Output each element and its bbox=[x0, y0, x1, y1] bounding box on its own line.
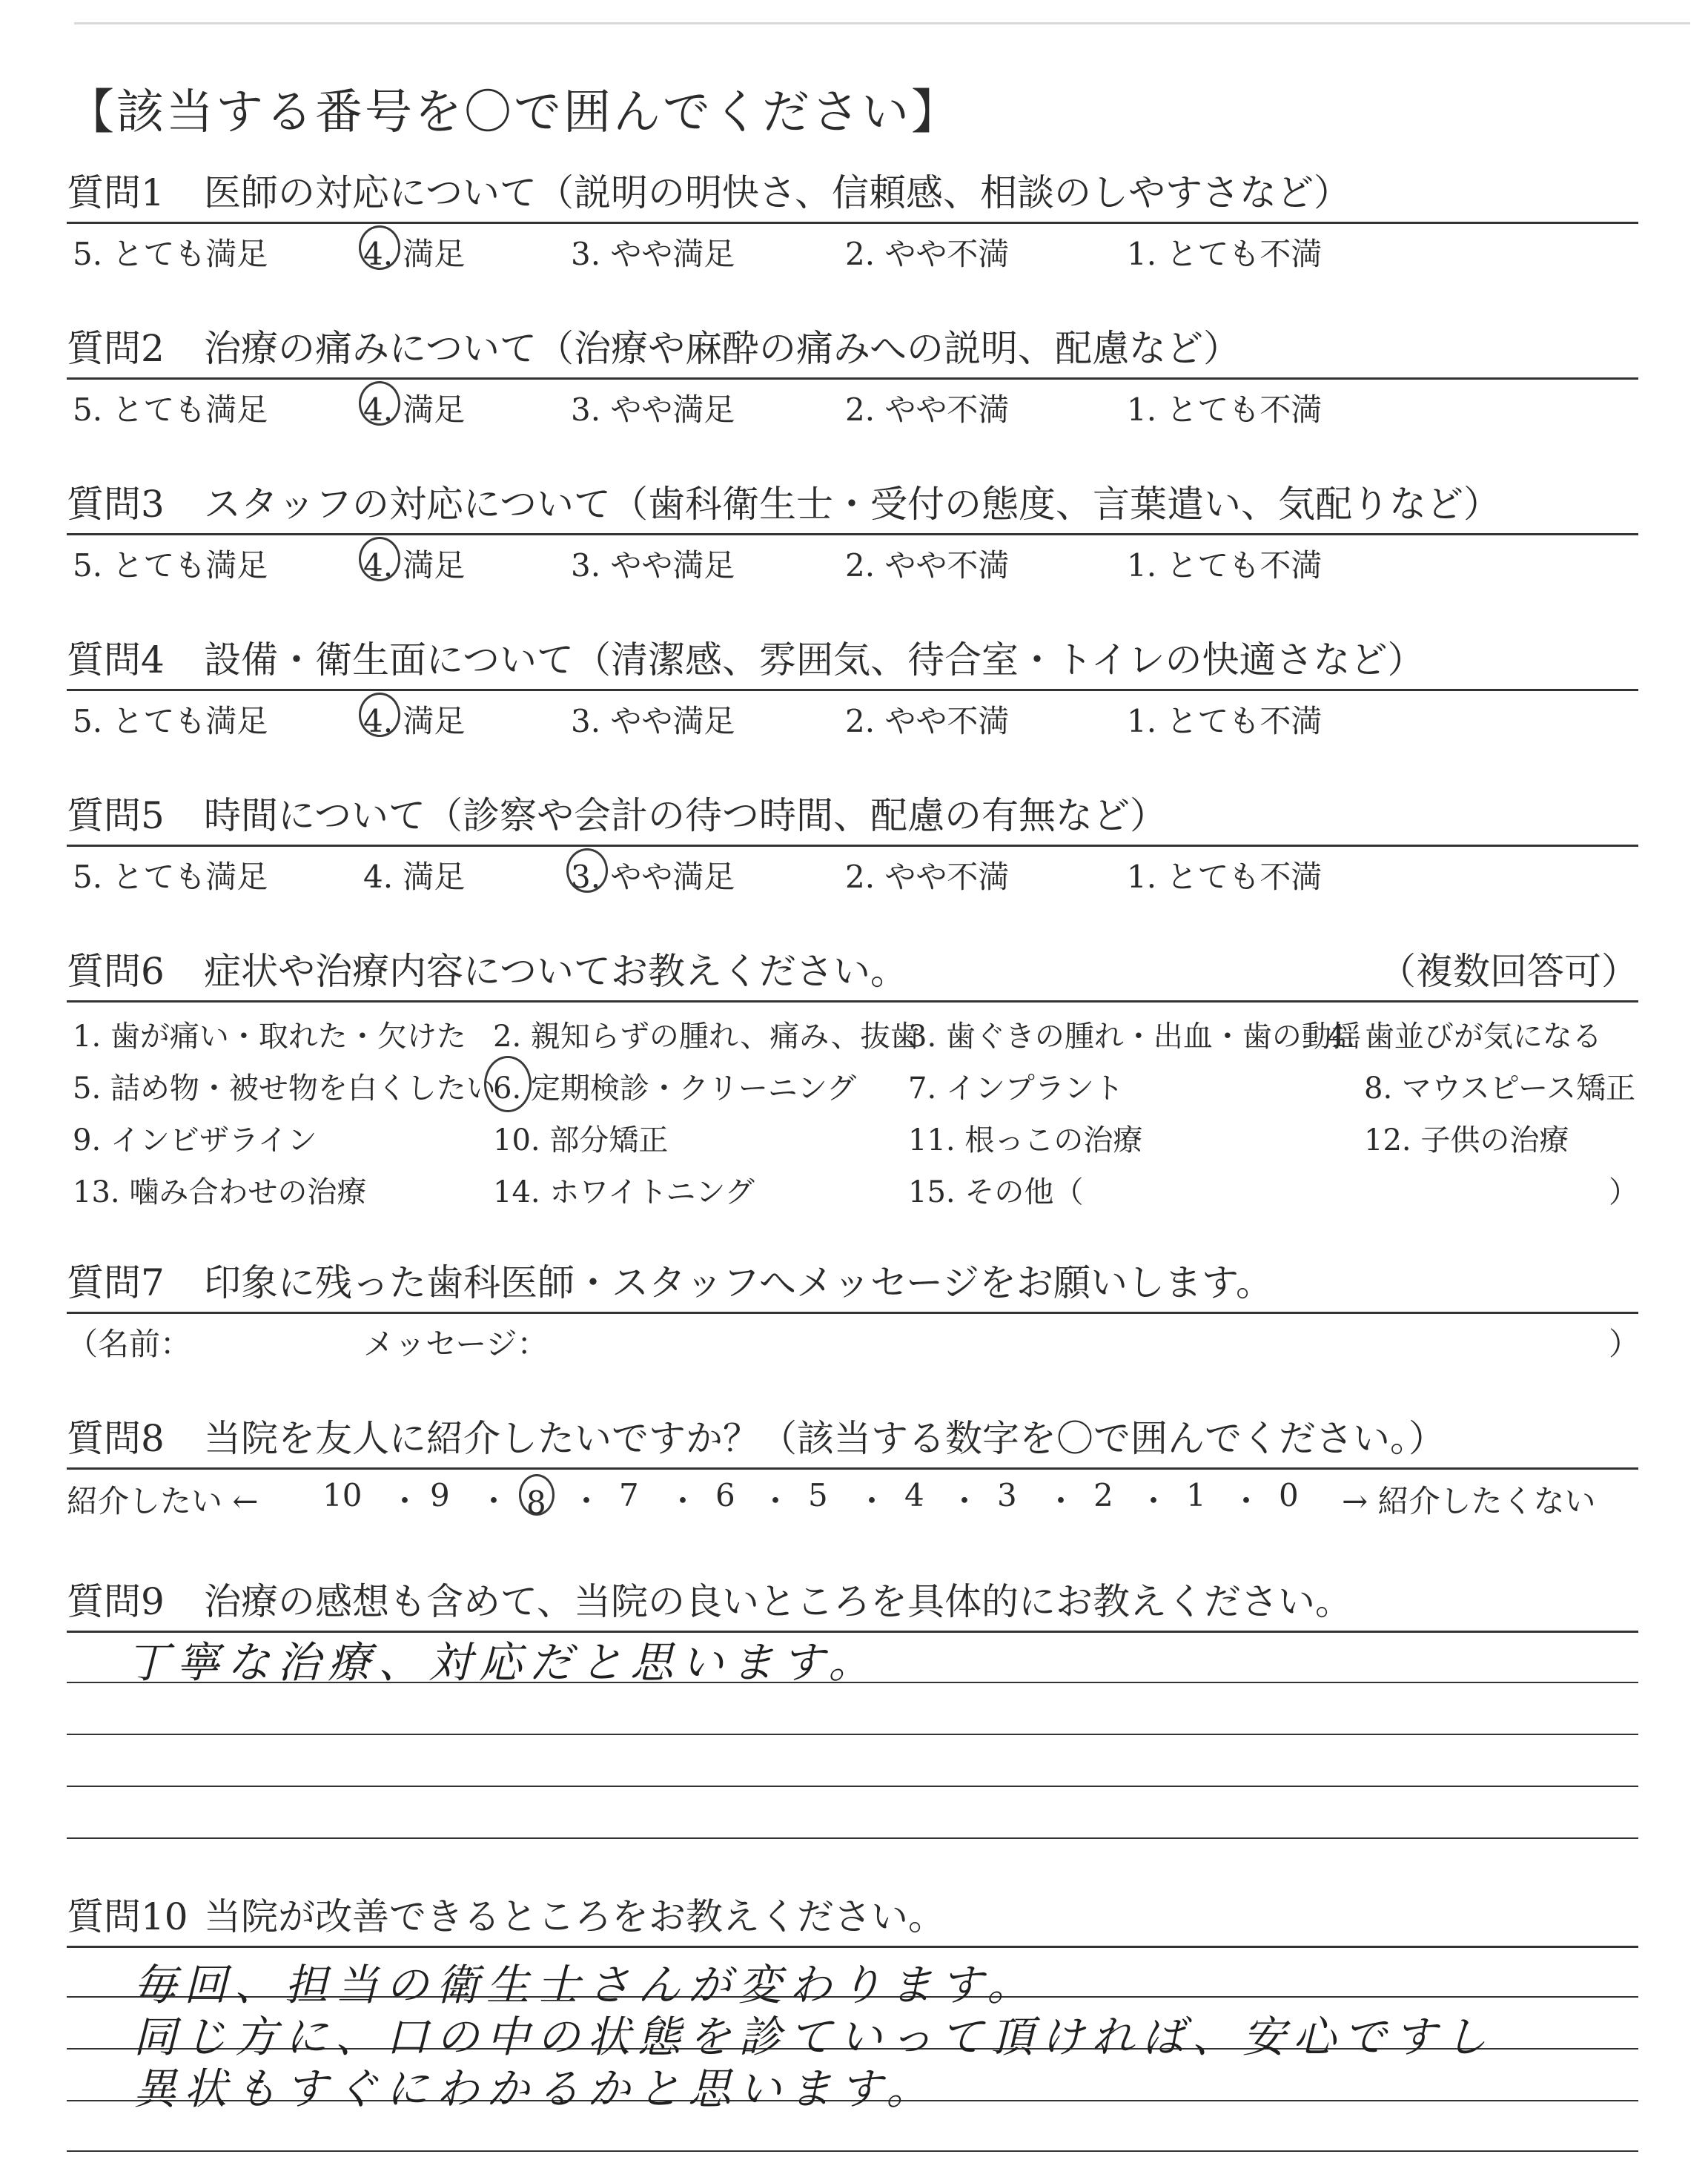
question-number: 質問5 bbox=[67, 794, 165, 837]
scale-dot: ・ bbox=[667, 1483, 699, 1519]
form-header: 【該当する番号を〇で囲んでください】 bbox=[67, 85, 961, 140]
option-3[interactable]: 3. やや満足 bbox=[571, 703, 735, 739]
scale-2[interactable]: 2 bbox=[1093, 1477, 1113, 1513]
question-text: 症状や治療内容についてお教えください。 bbox=[204, 950, 907, 993]
question-text: 設備・衛生面について（清潔感、雰囲気、待合室・トイレの快適さなど） bbox=[204, 638, 1425, 681]
recommend-scale: 紹介したい ← 10 ・ 9 ・ 8 ・ 7 ・ 6 ・ 5 ・ 4 ・ 3 ・ 2 ・ 1 ・ 0 → 紹介したくない bbox=[67, 1470, 1638, 1522]
message-label: メッセージ： bbox=[363, 1326, 549, 1362]
rating-options bbox=[67, 535, 1638, 587]
question-number: 質問8 bbox=[67, 1417, 165, 1460]
symptom-option-9[interactable]: 9. インビザライン bbox=[73, 1123, 317, 1157]
scale-dot: ・ bbox=[1045, 1483, 1077, 1519]
question-number: 質問4 bbox=[67, 638, 165, 681]
scale-dot: ・ bbox=[571, 1483, 603, 1519]
answer-line bbox=[67, 1837, 1638, 1839]
scale-dot: ・ bbox=[478, 1483, 510, 1519]
scale-4[interactable]: 4 bbox=[904, 1477, 924, 1513]
symptom-option-15[interactable]: 15. その他（ bbox=[908, 1175, 1084, 1209]
question-number: 質問10 bbox=[67, 1895, 188, 1938]
scale-dot: ・ bbox=[1138, 1483, 1170, 1519]
question-10 bbox=[67, 1891, 1638, 1948]
selection-circle bbox=[359, 225, 400, 270]
question-text: 当院が改善できるところをお教えください。 bbox=[204, 1895, 945, 1938]
option-5[interactable]: 5. とても満足 bbox=[73, 703, 268, 739]
symptom-options bbox=[67, 1003, 1638, 1225]
handwritten-answer-10-line-2: 同じ方に、口の中の状態を診ていって頂ければ、安心ですし bbox=[133, 2012, 1495, 2062]
question-number: 質問6 bbox=[67, 950, 165, 993]
scale-left-label: 紹介したい ← bbox=[67, 1483, 259, 1519]
option-3[interactable]: 3. やや満足 bbox=[571, 392, 735, 428]
scale-9[interactable]: 9 bbox=[430, 1477, 450, 1513]
scale-3[interactable]: 3 bbox=[997, 1477, 1017, 1513]
handwritten-answer-9: 丁寧な治療、対応だと思います。 bbox=[126, 1637, 879, 1688]
selection-circle bbox=[359, 537, 400, 581]
option-4-selected[interactable]: 4. 満足 bbox=[363, 386, 465, 430]
symptom-option-7[interactable]: 7. インプラント bbox=[908, 1071, 1124, 1106]
option-5[interactable]: 5. とても満足 bbox=[73, 859, 268, 895]
scale-1[interactable]: 1 bbox=[1186, 1477, 1206, 1513]
option-3[interactable]: 3. やや満足 bbox=[571, 236, 735, 272]
answer-line bbox=[67, 1786, 1638, 1787]
question-text: 当院を友人に紹介したいですか？（該当する数字を〇で囲んでください。） bbox=[204, 1417, 1446, 1460]
scale-dot: ・ bbox=[949, 1483, 981, 1519]
divider bbox=[67, 1946, 1638, 1948]
question-number: 質問7 bbox=[67, 1261, 165, 1304]
message-fields bbox=[67, 1314, 1641, 1366]
question-text: 治療の痛みについて（治療や麻酔の痛みへの説明、配慮など） bbox=[204, 327, 1240, 370]
symptom-option-3[interactable]: 3. 歯ぐきの腫れ・出血・歯の動揺 bbox=[908, 1020, 1361, 1054]
option-1[interactable]: 1. とても不満 bbox=[1127, 859, 1323, 895]
question-9 bbox=[67, 1576, 1638, 1633]
scale-dot: ・ bbox=[760, 1483, 792, 1519]
question-7 bbox=[67, 1257, 1641, 1366]
rating-options bbox=[67, 691, 1638, 743]
symptom-option-12[interactable]: 12. 子供の治療 bbox=[1364, 1123, 1569, 1157]
scale-right-label: → 紹介したくない bbox=[1342, 1483, 1596, 1519]
scale-dot: ・ bbox=[856, 1483, 888, 1519]
option-5[interactable]: 5. とても満足 bbox=[73, 236, 268, 272]
other-close-paren: ） bbox=[1609, 1175, 1638, 1209]
option-1[interactable]: 1. とても不満 bbox=[1127, 703, 1323, 739]
symptom-option-10[interactable]: 10. 部分矯正 bbox=[493, 1123, 669, 1157]
question-text: 医師の対応について（説明の明快さ、信頼感、相談のしやすさなど） bbox=[204, 171, 1351, 214]
option-2[interactable]: 2. やや不満 bbox=[845, 859, 1010, 895]
option-4[interactable]: 4. 満足 bbox=[363, 859, 466, 895]
option-1[interactable]: 1. とても不満 bbox=[1127, 547, 1323, 584]
option-4-selected[interactable]: 4. 満足 bbox=[363, 697, 465, 742]
option-2[interactable]: 2. やや不満 bbox=[845, 547, 1010, 584]
question-1 bbox=[67, 167, 1638, 276]
question-text: 治療の感想も含めて、当院の良いところを具体的にお教えください。 bbox=[204, 1580, 1352, 1623]
option-1[interactable]: 1. とても不満 bbox=[1127, 236, 1323, 272]
symptom-option-1[interactable]: 1. 歯が痛い・取れた・欠けた bbox=[73, 1020, 466, 1054]
question-text: スタッフの対応について（歯科衛生士・受付の態度、言葉遣い、気配りなど） bbox=[204, 483, 1500, 526]
page-top-border bbox=[74, 22, 1690, 24]
option-2[interactable]: 2. やや不満 bbox=[845, 236, 1010, 272]
question-text: 時間について（診察や会計の待つ時間、配慮の有無など） bbox=[204, 794, 1167, 837]
question-number: 質問1 bbox=[67, 171, 165, 214]
symptom-option-4[interactable]: 4. 歯並びが気になる bbox=[1327, 1020, 1602, 1054]
option-5[interactable]: 5. とても満足 bbox=[73, 392, 268, 428]
question-number: 質問2 bbox=[67, 327, 165, 370]
handwritten-answer-10-line-1: 毎回、担当の衛生士さんが変わります。 bbox=[133, 1960, 1038, 2010]
question-3 bbox=[67, 478, 1638, 587]
question-text: 印象に残った歯科医師・スタッフへメッセージをお願いします。 bbox=[204, 1261, 1273, 1304]
answer-line bbox=[67, 2150, 1638, 2152]
symptom-option-8[interactable]: 8. マウスピース矯正 bbox=[1364, 1071, 1636, 1106]
message-close-paren: ） bbox=[1609, 1326, 1641, 1362]
question-8 bbox=[67, 1413, 1638, 1522]
multiple-answer-note: （複数回答可） bbox=[1379, 950, 1638, 993]
handwritten-answer-10-line-3: 異状もすぐにわかるかと思います。 bbox=[133, 2064, 937, 2114]
answer-line bbox=[67, 1734, 1638, 1735]
scale-7[interactable]: 7 bbox=[619, 1477, 639, 1513]
option-3[interactable]: 3. やや満足 bbox=[571, 547, 735, 584]
symptom-option-5[interactable]: 5. 詰め物・被せ物を白くしたい bbox=[73, 1071, 496, 1106]
question-6 bbox=[67, 945, 1638, 1225]
scale-10[interactable]: 10 bbox=[322, 1477, 363, 1513]
option-2[interactable]: 2. やや不満 bbox=[845, 392, 1010, 428]
option-4-selected[interactable]: 4. 満足 bbox=[363, 230, 465, 274]
scale-dot: ・ bbox=[1231, 1483, 1262, 1519]
symptom-option-14[interactable]: 14. ホワイトニング bbox=[493, 1175, 755, 1209]
symptom-option-6-selected[interactable]: 6. 定期検診・クリーニング bbox=[493, 1065, 856, 1107]
option-4-selected[interactable]: 4. 満足 bbox=[363, 541, 465, 586]
question-5 bbox=[67, 790, 1638, 899]
option-1[interactable]: 1. とても不満 bbox=[1127, 392, 1323, 428]
selection-circle bbox=[359, 381, 400, 426]
symptom-option-2[interactable]: 2. 親知らずの腫れ、痛み、抜歯 bbox=[493, 1020, 920, 1054]
symptom-option-13[interactable]: 13. 噛み合わせの治療 bbox=[73, 1175, 367, 1209]
name-label: （名前： bbox=[67, 1326, 192, 1362]
option-2[interactable]: 2. やや不満 bbox=[845, 703, 1010, 739]
scale-dot: ・ bbox=[389, 1483, 421, 1519]
option-5[interactable]: 5. とても満足 bbox=[73, 547, 268, 584]
question-2 bbox=[67, 323, 1638, 432]
question-number: 質問3 bbox=[67, 483, 165, 526]
selection-circle bbox=[566, 848, 608, 893]
selection-circle bbox=[484, 1056, 532, 1112]
rating-options bbox=[67, 224, 1638, 276]
scale-0[interactable]: 0 bbox=[1279, 1477, 1299, 1513]
rating-options bbox=[67, 380, 1638, 432]
question-number: 質問9 bbox=[67, 1580, 165, 1623]
option-3-selected[interactable]: 3. やや満足 bbox=[571, 853, 735, 897]
scale-6[interactable]: 6 bbox=[715, 1477, 735, 1513]
selection-circle bbox=[359, 693, 400, 737]
symptom-option-11[interactable]: 11. 根っこの治療 bbox=[908, 1123, 1143, 1157]
question-4 bbox=[67, 634, 1638, 743]
rating-options bbox=[67, 847, 1638, 899]
scale-5[interactable]: 5 bbox=[808, 1477, 828, 1513]
